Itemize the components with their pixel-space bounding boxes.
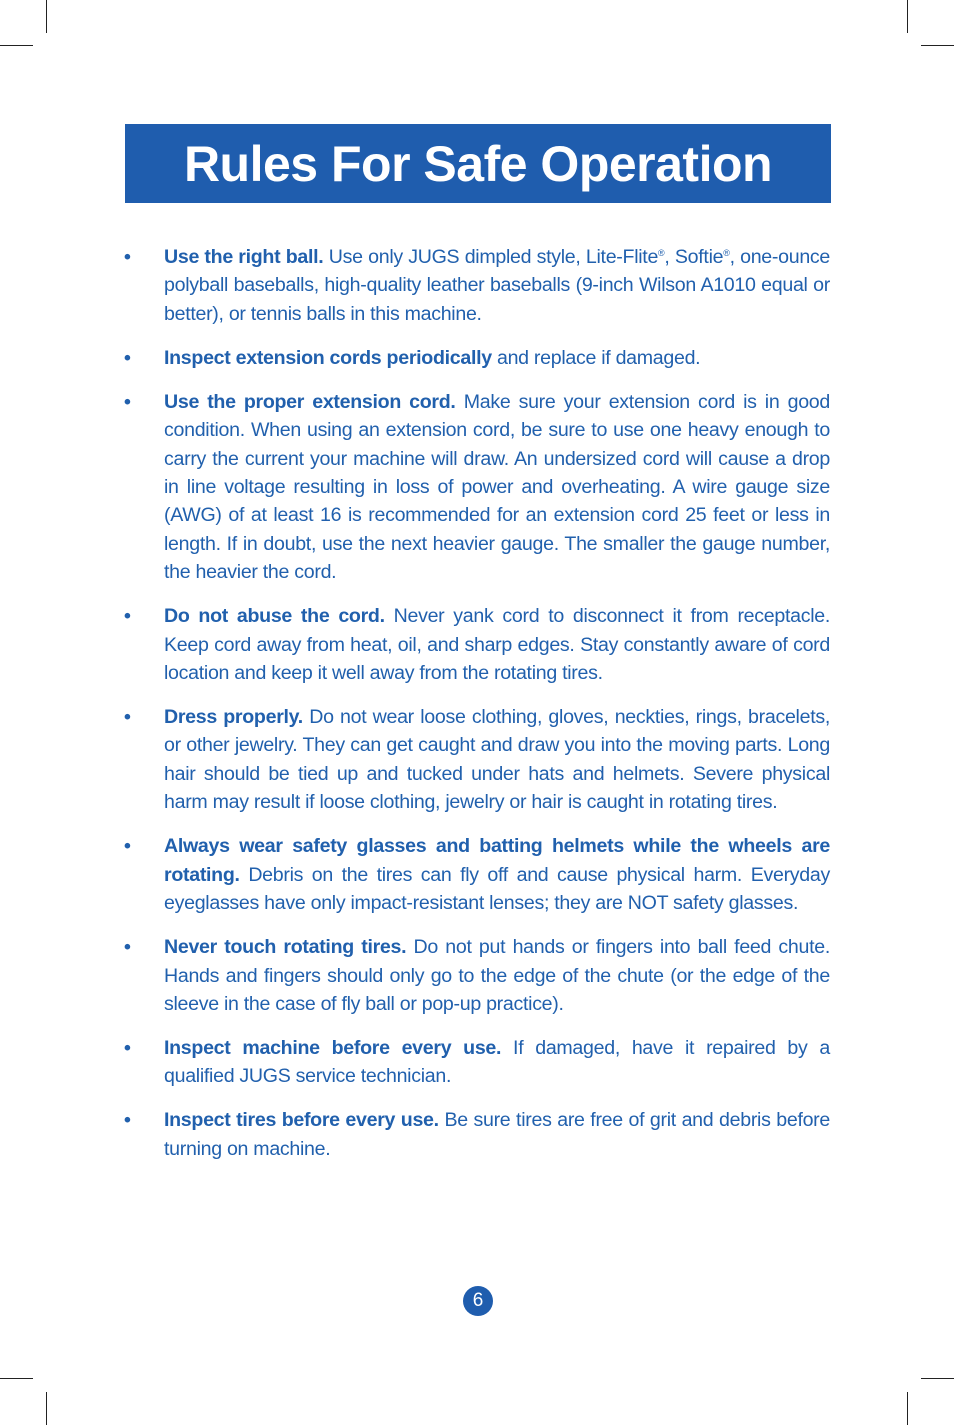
registered-mark: ® xyxy=(658,248,665,258)
bullet-icon: • xyxy=(124,346,131,369)
rule-body: Never yank cord to disconnect it from receptacle. Keep cord away from heat, oil, and sharp edges. Stay constantly aware of cord location and keep it well away from the rotating tires. xyxy=(164,605,830,685)
rule-safety-glasses xyxy=(120,832,830,917)
crop-mark-top-left-horizontal xyxy=(0,45,33,46)
rule-lead: Dress properly. xyxy=(164,706,303,729)
crop-mark-bottom-left-horizontal xyxy=(0,1378,33,1379)
crop-mark-bottom-right-vertical xyxy=(907,1392,908,1425)
rule-body: Do not wear loose clothing, gloves, neckties, rings, bracelets, or other jewelry. They can get caught and draw you into the moving parts. Long hair should be tied up and tucked under hats and helmets. Severe physical harm may result if loose clothing, jewelry or hair is caught in rotating tires. xyxy=(164,706,830,814)
rule-rotating-tires xyxy=(120,933,830,1018)
rule-inspect-tires xyxy=(120,1106,830,1163)
rule-inspect-cords xyxy=(120,344,830,372)
bullet-icon: • xyxy=(124,390,131,413)
bullet-icon: • xyxy=(124,1036,131,1059)
rule-body: If damaged, have it repaired by a qualified JUGS service technician. xyxy=(164,1036,830,1088)
safety-rules-list xyxy=(120,243,830,1179)
rule-lead: Use the right ball. xyxy=(164,246,324,268)
bullet-icon: • xyxy=(124,706,131,729)
registered-mark: ® xyxy=(723,248,730,258)
rule-dress-properly xyxy=(120,703,830,817)
rule-lead: Always wear safety glasses and batting helmets while the wheels are rotating. xyxy=(164,835,830,886)
rule-body-part: , Softie xyxy=(664,246,724,268)
rule-body-part: , one-ounce polyball baseballs, high-quality leather baseballs (9-inch Wilson A1010 equal or better), or tennis balls in this machine. xyxy=(164,246,831,325)
rule-body: Debris on the tires can fly off and cause physical harm. Everyday eyeglasses have only impact-resistant lenses; they are NOT safety glasses. xyxy=(164,863,830,915)
rule-body: and replace if damaged. xyxy=(491,346,701,369)
rule-body: Be sure tires are free of grit and debris before turning on machine. xyxy=(164,1109,831,1160)
rule-lead: Never touch rotating tires. xyxy=(164,936,407,959)
rule-cord-abuse xyxy=(120,602,830,687)
crop-mark-bottom-right-horizontal xyxy=(921,1378,954,1379)
bullet-icon: • xyxy=(124,835,131,858)
bullet-icon: • xyxy=(124,605,131,628)
rule-body-part: Use only JUGS dimpled style, Lite-Flite xyxy=(323,246,659,268)
page-number-badge: 6 xyxy=(463,1286,493,1316)
rule-body: Do not put hands or fingers into ball feed chute. Hands and fingers should only go to the edge of the chute (or the edge of the sleeve in the case of fly ball or pop-up practice). xyxy=(164,936,830,1015)
crop-mark-bottom-left-vertical xyxy=(46,1392,47,1425)
crop-mark-top-right-vertical xyxy=(907,0,908,33)
rule-inspect-machine xyxy=(120,1034,830,1091)
crop-mark-top-right-horizontal xyxy=(921,45,954,46)
bullet-icon: • xyxy=(124,1109,131,1132)
rule-proper-cord xyxy=(120,388,830,587)
crop-mark-top-left-vertical xyxy=(46,0,47,33)
rule-right-ball xyxy=(120,243,830,328)
bullet-icon: • xyxy=(124,246,131,268)
rule-lead: Do not abuse the cord. xyxy=(164,605,385,628)
rule-lead: Inspect machine before every use. xyxy=(164,1036,502,1059)
bullet-icon: • xyxy=(124,936,131,959)
title-banner xyxy=(125,124,831,203)
page-title: Rules For Safe Operation xyxy=(183,135,773,192)
rule-lead: Inspect extension cords periodically xyxy=(164,346,492,369)
rule-body: Make sure your extension cord is in good condition. When using an extension cord, be sure to use one heavy enough to carry the current your machine will draw. An undersized cord will cause a drop in line voltage resulting in loss of power and overheating. A wire gauge size (AWG) of at least 16 is recommended for an extension cord 25 feet or less in length. If in doubt, use the next heavier gauge. The smaller the gauge number, the heavier the cord. xyxy=(164,390,830,584)
rule-lead: Inspect tires before every use. xyxy=(164,1109,439,1132)
rule-lead: Use the proper extension cord. xyxy=(164,390,456,413)
